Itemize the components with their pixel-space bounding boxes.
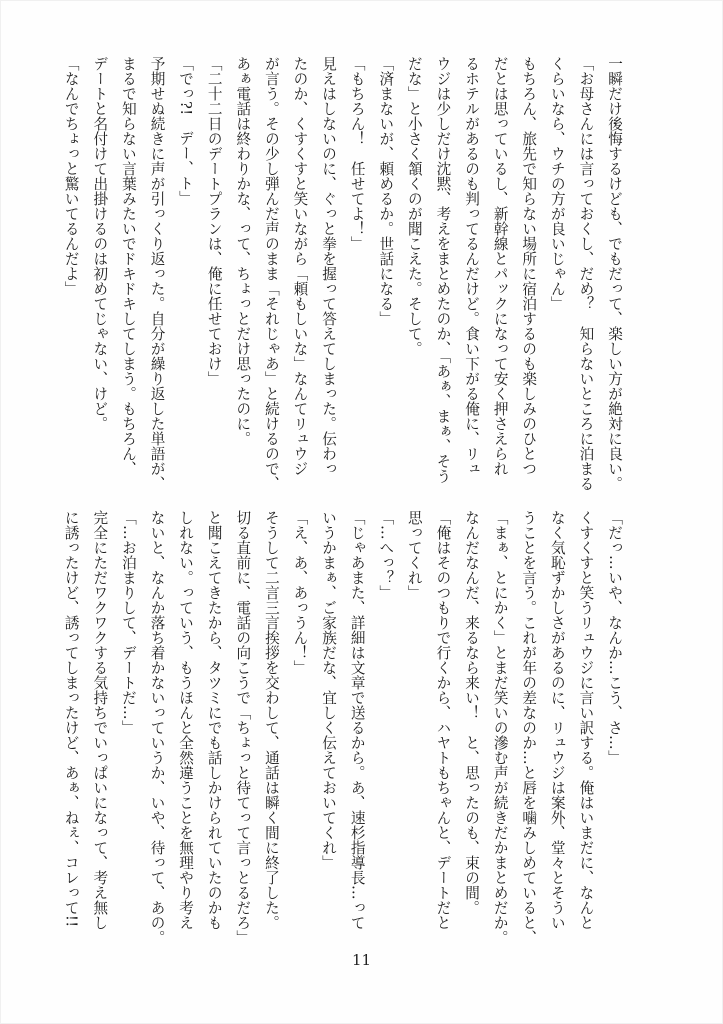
text-line: くらいなら、ウチの方が良いじゃん」 [548, 56, 566, 311]
text-line: 見えはしないのに、ぐっと拳を握って答えてしまった。伝わっ [320, 56, 338, 476]
text-line: たのか、くすくすと笑いながら「頼もしいな」なんてリュウジ [291, 56, 309, 476]
text-line: 一瞬だけ後悔するけども、でもだって、楽しい方が絶対に良い。 [606, 56, 623, 491]
text-line: 「済まないが、頼めるか。世話になる」 [377, 56, 395, 326]
text-line: そうして二言三言挨拶を交わして、通話は瞬く間に終了した。 [262, 510, 280, 930]
text-line: 「もちろん！ 任せてよ！」 [348, 56, 366, 251]
text-line: 「お母さんには言っておくし、だめ？ 知らないところに泊まる [577, 56, 595, 491]
text-line: いうかまぁ、ご家族だな、宜しく伝えておいてくれ」 [320, 510, 338, 870]
text-line: なんだなんだ、来るなら来い！ と、思ったのも、束の間。 [463, 510, 481, 915]
text-line: だとは思っているし、新幹線とパックになって安く押さえられ [491, 56, 509, 476]
text-line: 「…お泊まりして、デートだ…」 [119, 510, 137, 735]
text-line: 「え、あ、あっうん！」 [291, 510, 309, 675]
text-line: だな」と小さく頷くのが聞こえた。そして。 [405, 56, 423, 356]
text-line: デートと名付けて出掛けるのは初めてじゃない、けど。 [91, 56, 109, 431]
text-line: 「二十二日のデートプランは、俺に任せておけ」 [205, 56, 223, 386]
text-line: くすくすと笑うリュウジに言い訳する。俺はいまだに、なんと [577, 510, 595, 930]
text-line: るホテルがあるのも判ってるんだけど。食い下がる俺に、リュ [463, 56, 481, 476]
text-line: ないと、なんか落ち着かないっていうか、いや、待って、あの。 [148, 510, 166, 945]
text-line: 「でっ?! デー、ト」 [177, 56, 195, 206]
text-line: 「まぁ、とにかく」とまだ笑いの滲む声が続きだかまとめだか。 [491, 510, 509, 945]
text-line: 「なんでちょっと驚いてるんだよ」 [62, 56, 80, 296]
text-line: が言う。その少し弾んだ声のまま「それじゃあ」と続けるので、 [262, 56, 280, 491]
page-number: 11 [351, 951, 372, 969]
text-line: しれない。っていう、もうほんと全然違うことを無理やり考え [177, 510, 195, 930]
text-line: と聞こえてきたから、タツミにでも話しかけられていたのかも [205, 510, 223, 930]
text-line: もちろん、旅先で知らない場所に宿泊するのも楽しみのひとつ [520, 56, 538, 476]
text-line: 思ってくれ」 [405, 510, 423, 600]
text-line: 完全にただワクワクする気持ちでいっぱいになって、考え無し [91, 510, 109, 930]
text-line: 切る直前に、電話の向こうで「ちょっと待てって言っとるだろ」 [234, 510, 252, 945]
text-line: に誘ったけど、誘ってしまったけど、あぁ、ねぇ、コレって!! [62, 510, 80, 928]
text-line: ウジは少しだけ沈黙、考えをまとめたのか、「あぁ、まぁ、そう [434, 56, 452, 484]
text-line: うことを言う。これが年の差なのか…と唇を噛みしめていると、 [520, 510, 538, 945]
text-line: 「だっ…いや、なんか…こう、さ…」 [606, 510, 623, 765]
text-line: 「…へっ？」 [377, 510, 395, 600]
text-block-bottom [62, 510, 628, 945]
text-line: 「じゃあまた、詳細は文章で送るから。あ、速杉指導長…って [348, 510, 366, 930]
text-line: 予期せぬ続きに声が引っくり返った。自分が繰り返した単語が、 [148, 56, 166, 491]
text-line: なく気恥ずかしさがあるのに、リュウジは案外、堂々とそうい [548, 510, 566, 930]
text-line: あぁ電話は終わりかな、って、ちょっとだけ思ったのに。 [234, 56, 252, 446]
text-line: 「俺はそのつもりで行くから、ハヤトもちゃんと、デートだと [434, 510, 452, 930]
text-line: まるで知らない言葉みたいでドキドキしてしまう。もちろん、 [119, 56, 137, 476]
text-block-top [62, 56, 628, 491]
